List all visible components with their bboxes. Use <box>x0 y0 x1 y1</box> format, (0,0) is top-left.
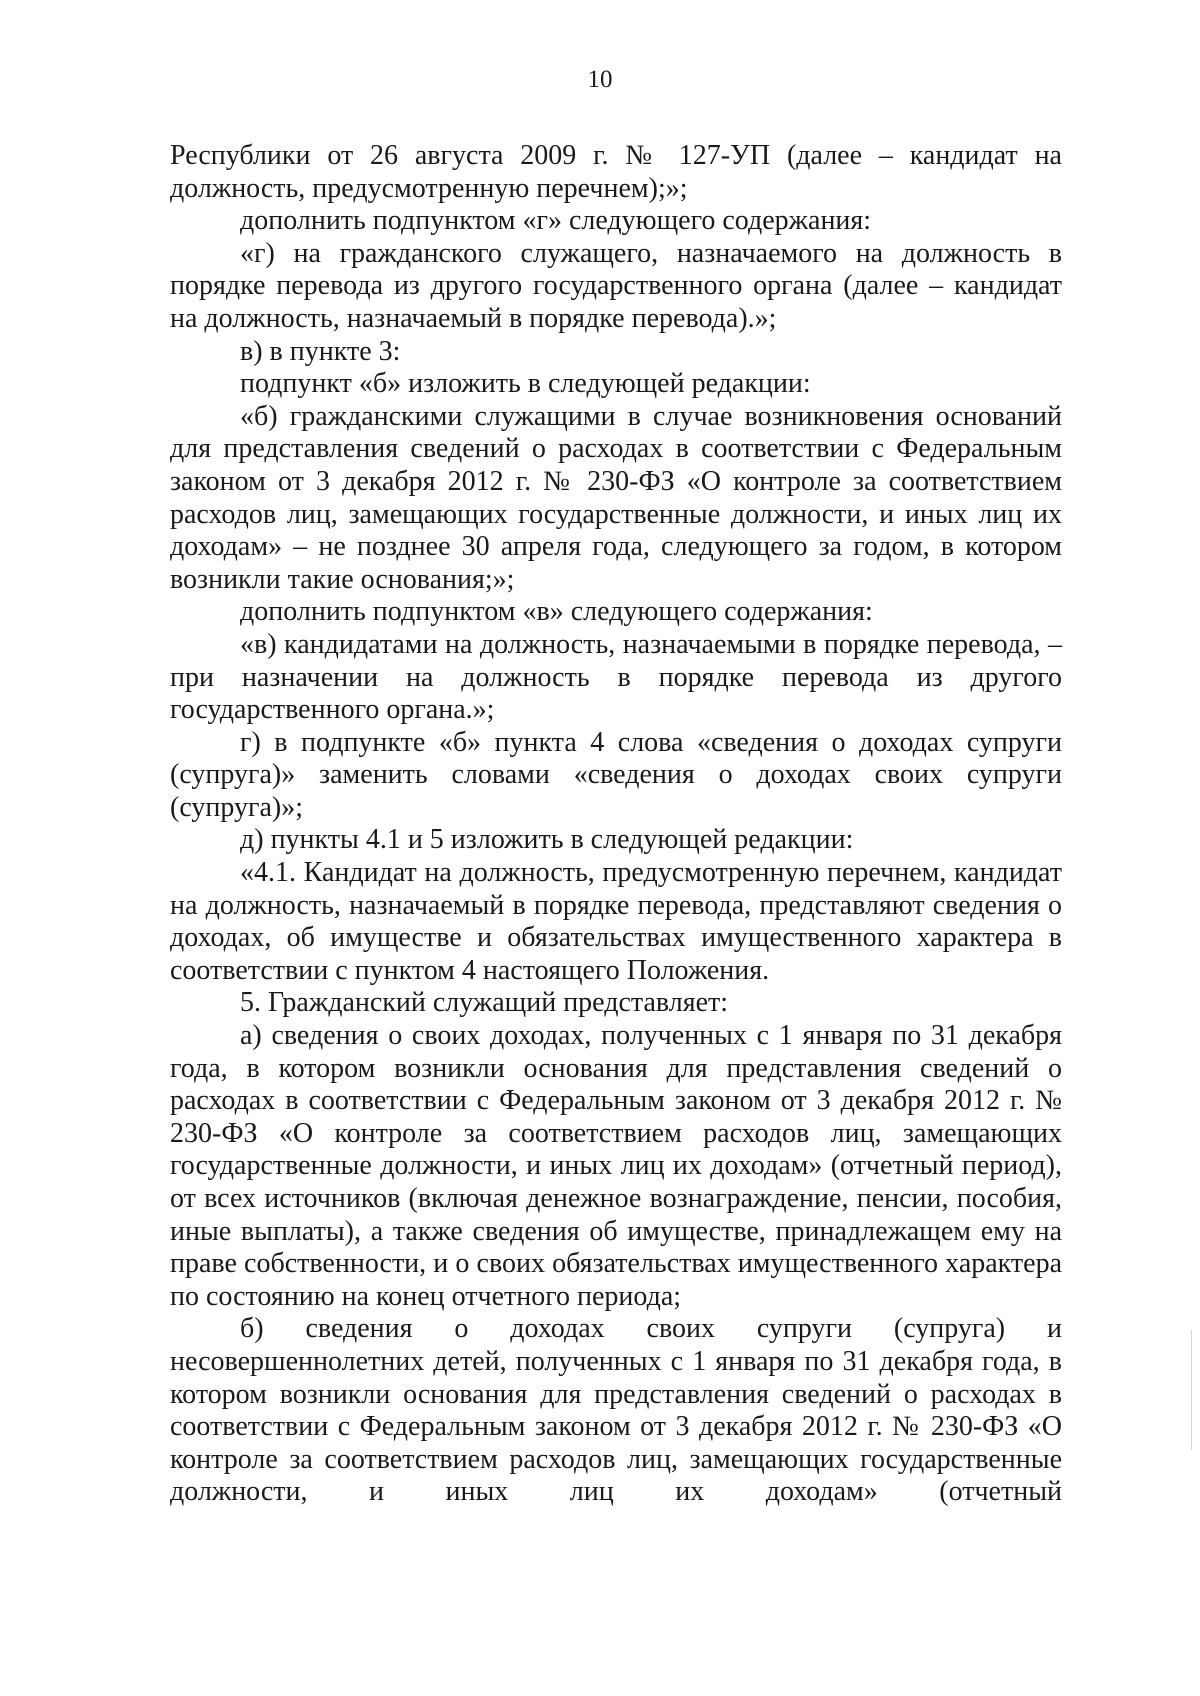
document-body <box>170 140 1062 1509</box>
paragraph-item-5-b: б) сведения о доходах своих супруги (супруга) и несовершеннолетних детей, полученных с 1 января по 31 декабря года, в котором возникли основания для представления сведений о расходах в соответствии с Федеральным законом от 3 декабря 2012 г. № 230-ФЗ «О контроле за соответствием расходов лиц, замещающих государственные должности, и иных лиц их доходам» (отчетный <box>170 1313 1062 1508</box>
paragraph-item-5-a: а) сведения о своих доходах, полученных с 1 января по 31 декабря года, в котором возникли основания для представления сведений о расходах в соответствии с Федеральным законом от 3 декабря 2012 г. № 230-ФЗ «О контроле за соответствием расходов лиц, замещающих государственные должности, и иных лиц их доходам» (отчетный период), от всех источников (включая денежное вознаграждение, пенсии, пособия, иные выплаты), а также сведения об имуществе, принадлежащем ему на праве собственности, и о своих обязательствах имущественного характера по состоянию на конец отчетного периода; <box>170 1020 1062 1312</box>
paragraph-item-4-1: «4.1. Кандидат на должность, предусмотренную перечнем, кандидат на должность, назначаемый в порядке перевода, представляют сведения о доходах, об имуществе и обязательствах имущественного характера в соответствии с пунктом 4 настоящего Положения. <box>170 857 1062 986</box>
paragraph-subpoint-b-intro: подпункт «б» изложить в следующей редакции: <box>240 368 811 400</box>
paragraph-point-d: д) пункты 4.1 и 5 изложить в следующей редакции: <box>240 824 854 856</box>
paragraph-item-5: 5. Гражданский служащий представляет: <box>240 987 729 1019</box>
paragraph-continuation: Республики от 26 августа 2009 г. № 127-УП (далее – кандидат на должность, предусмотренную перечнем);»; <box>170 140 1062 204</box>
paragraph-subpoint-b: «б) гражданскими служащими в случае возникновения оснований для представления сведений о расходах в соответствии с Федеральным законом от 3 декабря 2012 г. № 230-ФЗ «О контроле за соответствием расходов лиц, замещающих государственные должности, и иных лиц их доходам» – не позднее 30 апреля года, следующего за годом, в котором возникли такие основания;»; <box>170 400 1062 595</box>
paragraph-add-subpoint-g: дополнить подпунктом «г» следующего содержания: <box>240 205 872 237</box>
paragraph-point-g: г) в подпункте «б» пункта 4 слова «сведения о доходах супруги (супруга)» заменить словами «сведения о доходах своих супруги (супруга)»; <box>170 726 1062 823</box>
scan-edge-mark <box>1191 1330 1192 1450</box>
paragraph-subpoint-v: «в) кандидатами на должность, назначаемыми в порядке перевода, – при назначении на должность в порядке перевода из другого государственного органа.»; <box>170 628 1062 726</box>
paragraph-subpoint-g: «г) на гражданского служащего, назначаемого на должность в порядке перевода из другого государственного органа (далее – кандидат на должность, назначаемый в порядке перевода).»; <box>170 237 1062 334</box>
paragraph-point-v: в) в пункте 3: <box>240 335 401 367</box>
page-number: 10 <box>587 66 613 93</box>
paragraph-add-subpoint-v: дополнить подпунктом «в» следующего содержания: <box>240 596 873 628</box>
